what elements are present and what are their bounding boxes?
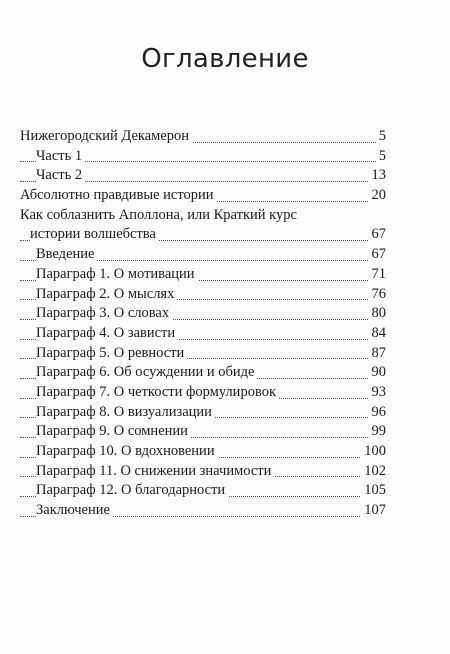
toc-entry-apollo-line-2[interactable] [20, 225, 386, 245]
toc-entry-page: 99 [369, 422, 387, 442]
toc-entry-page: 13 [369, 166, 387, 186]
toc-entry-conclusion[interactable] [20, 501, 386, 521]
page-title: Оглавление [141, 44, 309, 74]
toc-entry-page: 5 [376, 127, 386, 147]
toc-entry-label: Параграф 9. О сомнении [36, 423, 191, 439]
toc-entry-paragraph-7[interactable] [20, 383, 386, 403]
toc-entry-label: Параграф 3. О словах [36, 305, 172, 321]
toc-entry-label: Параграф 4. О зависти [36, 325, 178, 341]
toc-entry-label: Часть 2 [36, 167, 85, 183]
toc-entry-label: Параграф 7. О четкости формулировок [36, 384, 279, 400]
toc-entry-label: Заключение [36, 502, 113, 518]
toc-entry-paragraph-8[interactable] [20, 403, 386, 423]
toc-entry-label: Как соблазнить Аполлона, или Краткий курс [20, 207, 300, 223]
toc-entry-part-2[interactable] [20, 166, 386, 186]
table-of-contents [20, 127, 386, 521]
toc-entry-label: Нижегородский Декамерон [20, 128, 192, 144]
toc-entry-label: Введение [36, 246, 97, 262]
toc-entry-paragraph-2[interactable] [20, 285, 386, 305]
toc-entry-paragraph-12[interactable] [20, 481, 386, 501]
toc-entry-label: Параграф 5. О ревности [36, 345, 187, 361]
toc-entry-label: Параграф 8. О визуализации [36, 404, 215, 420]
toc-entry-part-1[interactable] [20, 147, 386, 167]
toc-entry-apollo-line-1[interactable] [20, 206, 386, 226]
toc-entry-page: 87 [369, 344, 387, 364]
toc-entry-paragraph-4[interactable] [20, 324, 386, 344]
toc-entry-label: Параграф 2. О мыслях [36, 286, 177, 302]
toc-entry-page: 105 [361, 481, 386, 501]
toc-entry-introduction[interactable] [20, 245, 386, 265]
toc-entry-page: 76 [369, 285, 387, 305]
toc-entry-page: 20 [369, 186, 387, 206]
toc-entry-true-stories[interactable] [20, 186, 386, 206]
toc-entry-page: 96 [369, 403, 387, 423]
toc-entry-paragraph-1[interactable] [20, 265, 386, 285]
toc-entry-page: 80 [369, 304, 387, 324]
toc-entry-paragraph-11[interactable] [20, 462, 386, 482]
toc-entry-label: Часть 1 [36, 148, 85, 164]
toc-entry-paragraph-6[interactable] [20, 363, 386, 383]
toc-entry-paragraph-9[interactable] [20, 422, 386, 442]
toc-entry-label: Параграф 12. О благодарности [36, 482, 228, 498]
toc-entry-paragraph-10[interactable] [20, 442, 386, 462]
toc-entry-page: 67 [369, 225, 387, 245]
toc-entry-label: Параграф 10. О вдохновении [36, 443, 218, 459]
toc-entry-page: 107 [361, 501, 386, 521]
toc-entry-label: Параграф 11. О снижении значимости [36, 463, 274, 479]
toc-entry-decameron[interactable] [20, 127, 386, 147]
toc-entry-paragraph-5[interactable] [20, 344, 386, 364]
toc-entry-page: 5 [376, 147, 386, 167]
toc-entry-page: 90 [369, 363, 387, 383]
toc-entry-page: 84 [369, 324, 387, 344]
toc-entry-page: 100 [361, 442, 386, 462]
toc-entry-paragraph-3[interactable] [20, 304, 386, 324]
toc-entry-label: Параграф 1. О мотивации [36, 266, 198, 282]
toc-entry-page: 93 [369, 383, 387, 403]
toc-entry-page: 102 [361, 462, 386, 482]
toc-entry-label: Параграф 6. Об осуждении и обиде [36, 364, 257, 380]
toc-entry-label: истории волшебства [30, 226, 159, 242]
toc-entry-page: 71 [369, 265, 387, 285]
toc-entry-page: 67 [369, 245, 387, 265]
toc-entry-label: Абсолютно правдивые истории [20, 187, 217, 203]
